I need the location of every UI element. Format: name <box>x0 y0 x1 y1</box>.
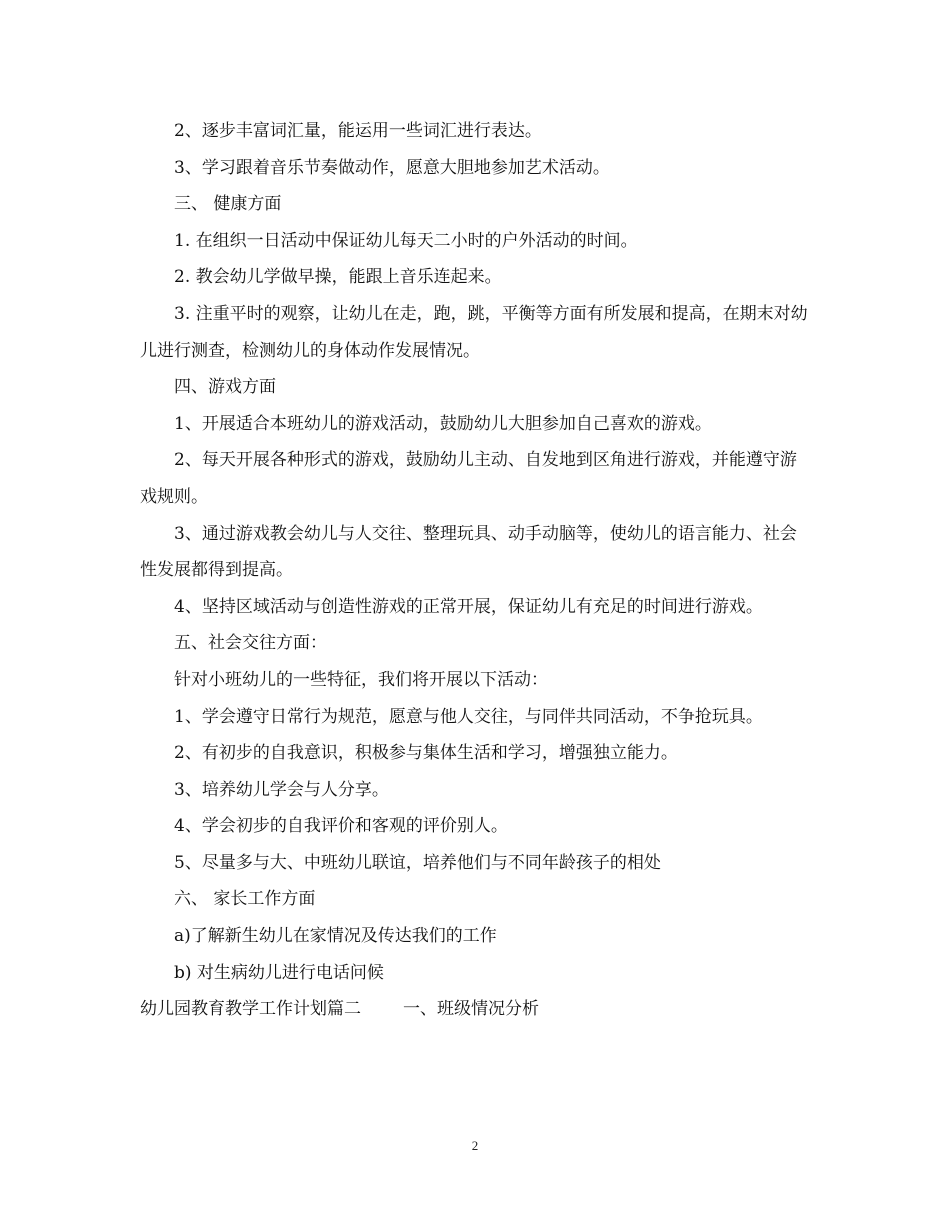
paragraph: 六、 家长工作方面 <box>174 889 316 910</box>
paragraph: 1. 在组织一日活动中保证幼儿每天二小时的户外活动的时间。 <box>174 230 638 251</box>
paragraph-list <box>140 113 810 991</box>
document-body <box>140 113 810 1028</box>
paragraph: 3. 注重平时的观察，让幼儿在走，跑，跳，平衡等方面有所发展和提高，在期末对幼儿进行测查，检测幼儿的身体动作发展情况。 <box>140 303 808 361</box>
section-heading-line <box>140 991 810 1028</box>
paragraph: b) 对生病幼儿进行电话问候 <box>174 962 384 983</box>
paragraph: 4、坚持区域活动与创造性游戏的正常开展，保证幼儿有充足的时间进行游戏。 <box>174 596 763 617</box>
paragraph: 2、逐步丰富词汇量，能运用一些词汇进行表达。 <box>174 121 542 141</box>
paragraph: 2、有初步的自我意识，积极参与集体生活和学习，增强独立能力。 <box>174 743 678 764</box>
paragraph: 3、通过游戏教会幼儿与人交往、整理玩具、动手动脑等，使幼儿的语言能力、社会性发展都得到提高。 <box>140 523 797 581</box>
paragraph: 五、社会交往方面： <box>174 633 327 654</box>
paragraph: 四、游戏方面 <box>174 377 276 398</box>
paragraph: a)了解新生幼儿在家情况及传达我们的工作 <box>174 926 497 947</box>
paragraph: 三、 健康方面 <box>174 194 282 215</box>
page-number: 2 <box>471 1138 479 1153</box>
class-analysis-heading: 一、班级情况分析 <box>403 999 539 1020</box>
paragraph: 3、学习跟着音乐节奏做动作，愿意大胆地参加艺术活动。 <box>174 157 610 178</box>
paragraph: 针对小班幼儿的一些特征，我们将开展以下活动： <box>174 669 548 690</box>
paragraph: 4、学会初步的自我评价和客观的评价别人。 <box>174 816 508 837</box>
paragraph: 5、尽量多与大、中班幼儿联谊，培养他们与不同年龄孩子的相处 <box>174 852 661 873</box>
paragraph: 1、学会遵守日常行为规范，愿意与他人交往，与同伴共同活动，不争抢玩具。 <box>174 706 763 727</box>
paragraph: 2、每天开展各种形式的游戏，鼓励幼儿主动、自发地到区角进行游戏，并能遵守游戏规则。 <box>140 450 797 507</box>
plan-title: 幼儿园教育教学工作计划篇二 <box>140 999 361 1020</box>
paragraph: 3、培养幼儿学会与人分享。 <box>174 779 389 800</box>
paragraph: 2. 教会幼儿学做早操，能跟上音乐连起来。 <box>174 267 502 288</box>
paragraph: 1、开展适合本班幼儿的游戏活动，鼓励幼儿大胆参加自己喜欢的游戏。 <box>174 413 712 434</box>
